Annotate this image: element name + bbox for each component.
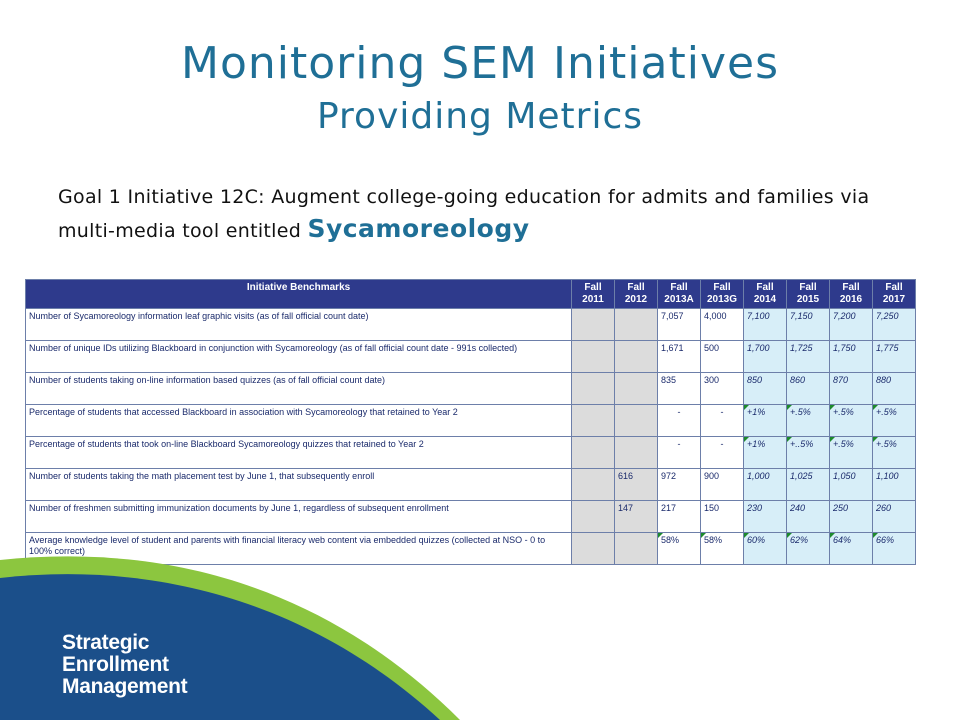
comment-marker — [873, 405, 878, 410]
table-cell — [873, 309, 916, 341]
cell-value: 7,250 — [876, 311, 899, 321]
table-cell — [787, 437, 830, 469]
table-cell — [572, 373, 615, 405]
header-year — [873, 280, 916, 309]
header-year-value: 2011 — [582, 294, 604, 305]
table-cell — [701, 469, 744, 501]
row-label: Number of unique IDs utilizing Blackboard in conjunction with Sycamoreology (as of fall official count date - 991s collected) — [26, 341, 572, 373]
table-cell — [830, 501, 873, 533]
table-cell — [830, 405, 873, 437]
header-year-label: Fall — [756, 282, 774, 293]
table-cell — [787, 341, 830, 373]
comment-marker — [701, 533, 706, 538]
comment-marker — [744, 437, 749, 442]
comment-marker — [744, 533, 749, 538]
table-cell — [572, 309, 615, 341]
table-cell — [572, 437, 615, 469]
table-cell — [572, 405, 615, 437]
table-row — [26, 405, 916, 437]
table-cell — [701, 501, 744, 533]
cell-value: 880 — [876, 375, 892, 385]
slide-subtitle: Providing Metrics — [316, 96, 644, 137]
logo-line-management: Management — [62, 675, 188, 698]
comment-marker — [830, 437, 835, 442]
table-cell — [572, 501, 615, 533]
cell-value: 150 — [704, 503, 720, 513]
table-cell — [658, 501, 701, 533]
table-row — [26, 469, 916, 501]
cell-value: +1% — [747, 439, 766, 449]
cell-value: 217 — [661, 503, 677, 513]
sycamoreology-brand: Sycamoreology — [307, 214, 530, 243]
cell-value: 250 — [833, 503, 849, 513]
comment-marker — [787, 533, 792, 538]
table-cell — [873, 501, 916, 533]
header-year-label: Fall — [799, 282, 817, 293]
table-header-row — [26, 280, 916, 309]
cell-value: 1,671 — [661, 343, 684, 353]
table-cell — [873, 469, 916, 501]
cell-value: 240 — [790, 503, 806, 513]
table-row — [26, 501, 916, 533]
table-cell — [658, 405, 701, 437]
logo-line-enrollment: Enrollment — [62, 653, 169, 676]
header-year-label: Fall — [584, 282, 602, 293]
row-label: Average knowledge level of student and parents with financial literacy web content via embedded quizzes (collected at NSO - 0 to 100% correct) — [26, 533, 572, 565]
cell-value: 7,200 — [833, 311, 856, 321]
row-label: Percentage of students that accessed Blackboard in association with Sycamoreology that retained to Year 2 — [26, 405, 572, 437]
header-year-label: Fall — [670, 282, 688, 293]
table-cell — [873, 341, 916, 373]
cell-value: - — [677, 439, 681, 449]
benchmarks-table — [25, 279, 916, 565]
table-cell — [615, 309, 658, 341]
table-cell — [787, 373, 830, 405]
table-cell — [744, 373, 787, 405]
cell-value: 147 — [618, 503, 634, 513]
table-cell — [744, 437, 787, 469]
comment-marker — [787, 405, 792, 410]
table-row — [26, 309, 916, 341]
header-year-value: 2012 — [624, 294, 648, 305]
header-year — [615, 280, 658, 309]
table-cell — [787, 309, 830, 341]
cell-value: 1,775 — [876, 343, 899, 353]
table-cell — [572, 341, 615, 373]
comment-marker — [873, 533, 878, 538]
comment-marker — [873, 437, 878, 442]
table-cell — [615, 437, 658, 469]
goal-text: Goal 1 Initiative 12C: Augment college-going education for admits and families via multi-media tool entitled — [58, 186, 870, 242]
table-row — [26, 373, 916, 405]
cell-value: +.5% — [833, 407, 854, 417]
cell-value: 230 — [747, 503, 763, 513]
cell-value: +..5% — [790, 439, 814, 449]
comment-marker — [830, 533, 835, 538]
cell-value: 7,057 — [661, 311, 684, 321]
cell-value: 260 — [876, 503, 892, 513]
table-cell — [830, 341, 873, 373]
slide-title: Monitoring SEM Initiatives — [181, 38, 779, 89]
table-cell — [873, 405, 916, 437]
table-cell — [830, 437, 873, 469]
row-label: Percentage of students that took on-line Blackboard Sycamoreology quizzes that retained to Year 2 — [26, 437, 572, 469]
cell-value: 1,050 — [833, 471, 856, 481]
cell-value: 60% — [747, 535, 766, 545]
header-year — [658, 280, 701, 309]
table-cell — [744, 405, 787, 437]
header-year-value: 2016 — [839, 294, 863, 305]
header-year — [572, 280, 615, 309]
table-cell — [787, 405, 830, 437]
table-cell — [615, 405, 658, 437]
table-cell — [658, 437, 701, 469]
table-cell — [873, 437, 916, 469]
cell-value: 1,100 — [876, 471, 899, 481]
cell-value: - — [720, 439, 724, 449]
cell-value: 58% — [661, 535, 680, 545]
cell-value: 1,025 — [790, 471, 813, 481]
cell-value: 64% — [833, 535, 852, 545]
table-cell — [701, 373, 744, 405]
cell-value: +.5% — [876, 439, 897, 449]
header-year-value: 2013G — [706, 294, 738, 305]
table-cell — [615, 373, 658, 405]
table-cell — [744, 309, 787, 341]
table-cell — [701, 341, 744, 373]
table-cell — [658, 341, 701, 373]
comment-marker — [787, 437, 792, 442]
header-year — [701, 280, 744, 309]
table-cell — [701, 437, 744, 469]
cell-value: +.5% — [790, 407, 811, 417]
table-cell — [744, 469, 787, 501]
header-year-label: Fall — [842, 282, 860, 293]
table-cell — [744, 341, 787, 373]
row-label: Number of students taking on-line information based quizzes (as of fall official count date) — [26, 373, 572, 405]
cell-value: 835 — [661, 375, 677, 385]
table-cell — [787, 469, 830, 501]
table-cell — [701, 405, 744, 437]
cell-value: 900 — [704, 471, 720, 481]
table-cell — [787, 501, 830, 533]
table-row — [26, 437, 916, 469]
row-label: Number of students taking the math placement test by June 1, that subsequently enroll — [26, 469, 572, 501]
table-cell — [744, 501, 787, 533]
header-year-label: Fall — [627, 282, 645, 293]
header-year — [830, 280, 873, 309]
cell-value: 972 — [661, 471, 677, 481]
header-year — [744, 280, 787, 309]
comment-marker — [658, 533, 663, 538]
row-label: Number of Sycamoreology information leaf graphic visits (as of fall official count date) — [26, 309, 572, 341]
table-cell — [658, 309, 701, 341]
table-row — [26, 341, 916, 373]
table-cell — [658, 469, 701, 501]
cell-value: 58% — [704, 535, 723, 545]
header-year-value: 2017 — [882, 294, 906, 305]
table-cell — [830, 469, 873, 501]
cell-value: +.5% — [876, 407, 897, 417]
header-year — [787, 280, 830, 309]
table-cell — [830, 309, 873, 341]
cell-value: 500 — [704, 343, 720, 353]
cell-value: 616 — [618, 471, 634, 481]
table-cell — [830, 373, 873, 405]
header-year-label: Fall — [885, 282, 903, 293]
goal-statement — [58, 181, 918, 247]
table-cell — [701, 309, 744, 341]
table-cell — [615, 469, 658, 501]
cell-value: 4,000 — [704, 311, 727, 321]
row-label: Number of freshmen submitting immunization documents by June 1, regardless of subsequent enrollment — [26, 501, 572, 533]
table-cell — [615, 501, 658, 533]
comment-marker — [830, 405, 835, 410]
comment-marker — [744, 405, 749, 410]
cell-value: 7,150 — [790, 311, 813, 321]
header-initiative-benchmarks: Initiative Benchmarks — [26, 280, 572, 309]
header-year-value: 2015 — [796, 294, 820, 305]
header-year-value: 2014 — [753, 294, 777, 305]
cell-value: 1,700 — [747, 343, 770, 353]
header-year-value: 2013A — [664, 294, 694, 305]
table-cell — [572, 469, 615, 501]
cell-value: 62% — [790, 535, 809, 545]
table-cell — [658, 373, 701, 405]
cell-value: - — [720, 407, 724, 417]
cell-value: 7,100 — [747, 311, 770, 321]
cell-value: +1% — [747, 407, 766, 417]
header-year-label: Fall — [713, 282, 731, 293]
table-cell — [873, 373, 916, 405]
cell-value: 850 — [747, 375, 763, 385]
cell-value: 1,000 — [747, 471, 770, 481]
cell-value: +.5% — [833, 439, 854, 449]
sem-logo — [62, 632, 187, 698]
logo-line-strategic: Strategic — [62, 631, 150, 654]
cell-value: 870 — [833, 375, 849, 385]
table-cell — [615, 341, 658, 373]
cell-value: 860 — [790, 375, 806, 385]
cell-value: 66% — [876, 535, 895, 545]
cell-value: 1,725 — [790, 343, 813, 353]
cell-value: 1,750 — [833, 343, 856, 353]
cell-value: 300 — [704, 375, 720, 385]
cell-value: - — [677, 407, 681, 417]
